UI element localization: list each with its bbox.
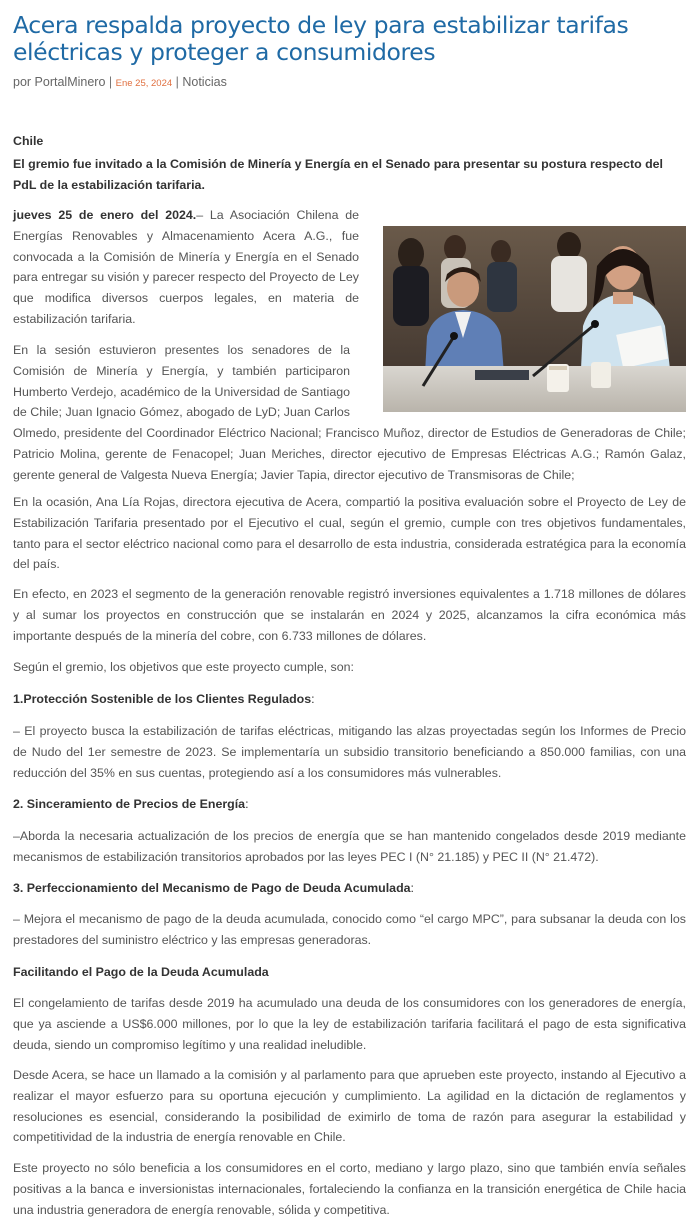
paragraph bbox=[13, 909, 686, 951]
paragraph-intro bbox=[13, 205, 359, 330]
paragraph bbox=[13, 584, 686, 646]
category-link[interactable]: Noticias bbox=[182, 75, 227, 89]
section-heading bbox=[13, 963, 686, 981]
meta-separator: | bbox=[105, 75, 116, 89]
country-label: Chile bbox=[13, 134, 44, 148]
paragraph bbox=[13, 721, 686, 783]
heading-text: 1.Protección Sostenible de los Clientes Regulados bbox=[13, 692, 312, 706]
paragraph-text: Desde Acera, se hace un llamado a la comisión y al parlamento para que aprueben este proyecto, instando al Ejecutivo a realizar el mayor esfuerzo para su oportuna ejecución y cumplimiento. La agilidad en la dictación de reglamentos y resoluciones es esencial, considerando la posibilidad de eximirlo de toma de razón para asegurar la estabilidad y competitividad de la industria de energía renovable en Chile. bbox=[13, 1068, 686, 1145]
paragraph bbox=[13, 826, 686, 868]
meta-by: por bbox=[13, 75, 35, 89]
paragraph bbox=[13, 657, 686, 678]
paragraph-text: En efecto, en 2023 el segmento de la generación renovable registró inversiones equivalentes a 1.718 millones de dólares y al sumar los proyectos en construcción que se instalarán en 2024 y 2025, alcanzamos la cifra económica más importante después de la minería del cobre, con 6.733 millones de dólares. bbox=[13, 587, 686, 643]
author-link[interactable]: PortalMinero bbox=[34, 75, 106, 89]
paragraph bbox=[13, 1158, 686, 1220]
paragraph-text: – La Asociación Chilena de Energías Renovables y Almacenamiento Acera A.G., fue convocada a la Comisión de Minería y Energía en el Senado para entregar su visión y parecer respecto del Proyecto de Ley que modifica diversos cuerpos legales, en materia de estabilización tarifaria. bbox=[13, 208, 360, 326]
heading-colon: : bbox=[245, 797, 249, 811]
paragraph-text: El congelamiento de tarifas desde 2019 ha acumulado una deuda de los consumidores con los generadores de energía, que ya asciende a US$6.000 millones, por lo que la ley de estabilización tarifaria facilitará el pago de esta significativa deuda, siendo un compromiso legítimo y una realidad ineludible. bbox=[13, 996, 686, 1052]
objective-heading-3 bbox=[13, 879, 686, 897]
lead-paragraph: El gremio fue invitado a la Comisión de Minería y Energía en el Senado para presentar su postura respecto del PdL de la estabilización tarifaria. bbox=[13, 157, 664, 192]
heading-colon: : bbox=[410, 881, 414, 895]
paragraph-text: – El proyecto busca la estabilización de tarifas eléctricas, mitigando las alzas proyectadas según los Informes de Precio de Nudo del 1er semestre de 2023. Se implementaría un subsidio transitorio beneficiando a 850.000 familias, con una reducción del 35% en sus cuentas, protegiendo así a los consumidores más vulnerables. bbox=[13, 724, 686, 780]
post-date: Ene 25, 2024 bbox=[115, 78, 173, 89]
heading-text: Facilitando el Pago de la Deuda Acumulada bbox=[13, 965, 269, 979]
heading-colon: : bbox=[311, 692, 315, 706]
paragraph bbox=[13, 205, 359, 330]
objective-heading-1 bbox=[13, 690, 686, 708]
paragraph: En la sesión estuvieron presentes los senadores de la Comisión de Minería y Energía, y también participaron Humberto Verdejo, académico de la Universidad de Santiago de Chile; Juan Ignacio Gómez, abogado de LyD; Juan Carlos Olmedo, presidente del Coordinador Eléctrico Nacional; Francisco Muñoz, director de Estudios de Generadoras de Chile; Patricio Molina, gerente de Fenacopel; Juan Meriches, director ejecutivo de Empresas Eléctricas A.G.; Ramón Galaz, gerente general de Valgesta Nueva Energía; Javier Tapia, director ejecutivo de Transmisoras de Chile; bbox=[13, 343, 686, 482]
objective-heading-2 bbox=[13, 795, 686, 813]
paragraph-date: jueves 25 de enero del 2024. bbox=[13, 208, 197, 222]
paragraph-text: En la ocasión, Ana Lía Rojas, directora ejecutiva de Acera, compartió la positiva evaluación sobre el Proyecto de Ley de Estabilización Tarifaria presentado por el Ejecutivo el cual, según el gremio, cumple con tres objetivos fundamentales, tanto para el sector eléctrico nacional como para el desarrollo de esta industria, considerada estratégica para la economía del país. bbox=[13, 495, 686, 572]
paragraph-attendees bbox=[13, 340, 686, 486]
paragraph bbox=[13, 993, 686, 1055]
paragraph-text: Según el gremio, los objetivos que este proyecto cumple, son: bbox=[13, 660, 354, 674]
paragraph-text: Este proyecto no sólo beneficia a los consumidores en el corto, mediano y largo plazo, sino que también envía señales positivas a la banca e inversionistas internacionales, fortaleciendo la confianza en la transición energética de Chile hacia una industria generadora de energía renovable, sólida y competitiva. bbox=[13, 1161, 686, 1217]
heading-text: 2. Sinceramiento de Precios de Energía bbox=[13, 797, 246, 811]
article bbox=[13, 0, 686, 1217]
post-meta bbox=[13, 74, 686, 92]
paragraph bbox=[13, 492, 686, 575]
article-title: Acera respalda proyecto de ley para estabilizar tarifas eléctricas y proteger a consumidores bbox=[13, 11, 629, 66]
paragraph-text: – Mejora el mecanismo de pago de la deuda acumulada, conocido como “el cargo MPC”, para subsanar la deuda con los prestadores del suministro eléctrico y las empresas generadoras. bbox=[13, 912, 686, 947]
paragraph bbox=[13, 1065, 686, 1148]
paragraph-text: –Aborda la necesaria actualización de los precios de energía que se han mantenido congelados desde 2019 mediante mecanismos de estabilización transitorios aprobados por las leyes PEC I (N° 21.185) y PEC II (N° 21.472). bbox=[13, 829, 686, 864]
heading-text: 3. Perfeccionamiento del Mecanismo de Pago de Deuda Acumulada bbox=[13, 881, 411, 895]
meta-separator: | bbox=[172, 75, 183, 89]
